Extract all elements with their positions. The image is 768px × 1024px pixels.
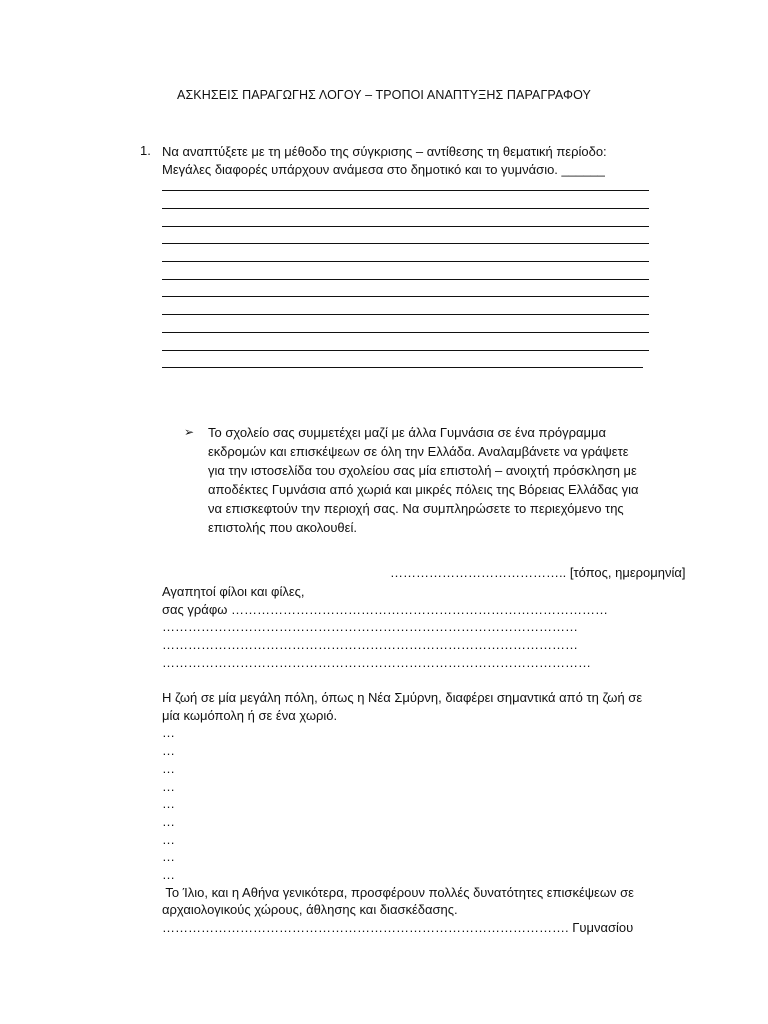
writing-line [162, 367, 643, 368]
dotted-line: … [162, 849, 175, 865]
exercise-instructions [208, 423, 658, 537]
writing-line [162, 279, 649, 280]
letter-paragraph-2 [162, 689, 642, 937]
document-title: ΑΣΚΗΣΕΙΣ ΠΑΡΑΓΩΓΗΣ ΛΟΓΟΥ – ΤΡΟΠΟΙ ΑΝΑΠΤΥΞΗΣ ΠΑΡΑΓΡΑΦΟΥ [177, 88, 591, 102]
dotted-line: ……………………………………………………………………………………… [162, 654, 591, 670]
writing-line [162, 314, 649, 315]
dotted-line: … [162, 796, 175, 812]
dotted-line: … [162, 831, 175, 847]
writing-line [162, 243, 649, 244]
letter-opening [162, 583, 608, 672]
letter-greeting: Αγαπητοί φίλοι και φίλες, [162, 584, 305, 599]
dotted-line: … [162, 867, 175, 883]
instruction-line: εκδρομών και επισκέψεων σε όλη την Ελλάδα. Αναλαμβάνετε να γράψετε [208, 444, 629, 459]
question-number: 1. [140, 143, 151, 158]
instruction-line: επιστολής που ακολουθεί. [208, 520, 357, 535]
question-line-1: Να αναπτύξετε με τη μέθοδο της σύγκρισης – αντίθεσης τη θεματική περίοδο: [162, 144, 607, 159]
paragraph-line: Η ζωή σε μία μεγάλη πόλη, όπως η Νέα Σμύρνη, διαφέρει σημαντικά από τη ζωή σε [162, 690, 643, 705]
instruction-line: να επισκεφτούν την περιοχή σας. Να συμπληρώσετε το περιεχόμενο της [208, 501, 624, 516]
dotted-line: … [162, 760, 175, 776]
dotted-line: … [162, 813, 175, 829]
question-text [162, 143, 607, 179]
writing-line [162, 226, 649, 227]
writing-line [162, 190, 649, 191]
writing-line [162, 296, 649, 297]
arrow-bullet-icon: ➢ [184, 425, 195, 439]
dotted-line: …………………………………………………………………………………… [162, 619, 578, 635]
school-closing-line: …………………………………………………………………………………. Γυμνασίου [162, 920, 634, 936]
dotted-line: … [162, 725, 175, 741]
paragraph-line: Το Ίλιο, και η Αθήνα γενικότερα, προσφέρουν πολλές δυνατότητες επισκέψεων σε [162, 884, 634, 900]
paragraph-line: αρχαιολογικούς χώρους, άθλησης και διασκέδασης. [162, 902, 458, 918]
writing-line [162, 332, 649, 333]
writing-line [162, 261, 649, 262]
dotted-line: … [162, 778, 175, 794]
instruction-line: Το σχολείο σας συμμετέχει μαζί με άλλα Γυμνάσια σε ένα πρόγραμμα [208, 425, 606, 440]
instruction-line: αποδέκτες Γυμνάσια από χωριά και μικρές πόλεις της Βόρειας Ελλάδας για [208, 482, 639, 497]
writing-line [162, 350, 649, 351]
paragraph-line: μία κωμόπολη ή σε ένα χωριό. [162, 707, 338, 723]
dotted-line: …………………………………………………………………………………… [162, 637, 578, 653]
question-line-2: Μεγάλες διαφορές υπάρχουν ανάμεσα στο δημοτικό και το γυμνάσιο. ______ [162, 162, 605, 177]
writing-line [162, 208, 649, 209]
place-date-field: ………………………………….. [τόπος, ημερομηνία] [390, 565, 686, 580]
letter-opening-line: σας γράφω …………………………………………………………………………… [162, 601, 609, 617]
dotted-line: … [162, 743, 175, 759]
instruction-line: για την ιστοσελίδα του σχολείου σας μία επιστολή – ανοιχτή πρόσκληση με [208, 463, 637, 478]
